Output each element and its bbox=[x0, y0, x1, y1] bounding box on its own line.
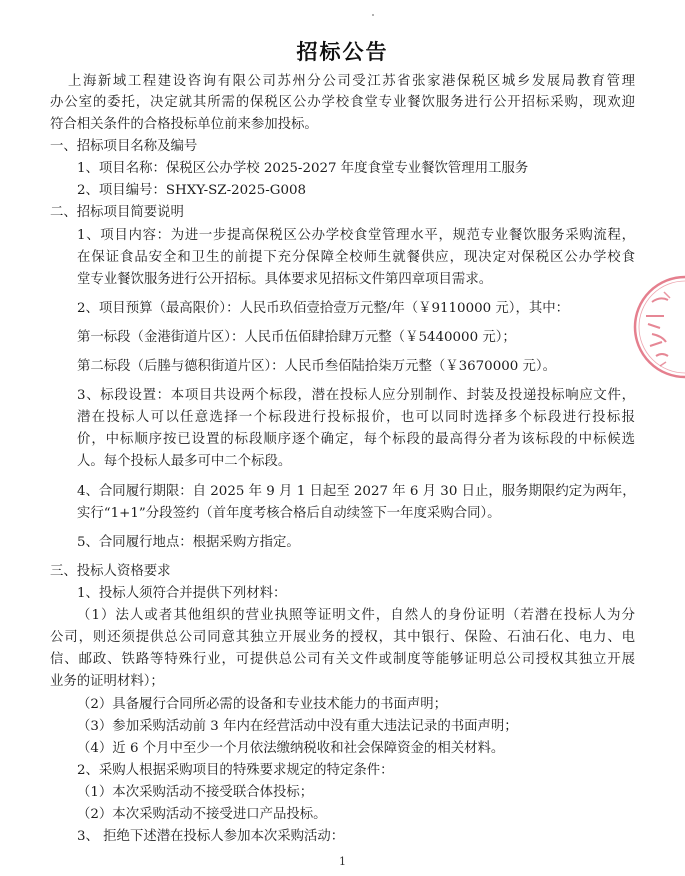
intro-line-2: 办公室的委托，决定就其所需的保税区公办学校食堂专业餐饮服务进行公开招标采购，现欢迎 bbox=[50, 95, 635, 110]
requirement-1-3: （3）参加采购活动前 3 年内在经营活动中没有重大违法记录的书面声明； bbox=[77, 719, 518, 734]
section-2-heading: 二、招标项目简要说明 bbox=[50, 205, 184, 220]
project-number: 2、项目编号：SHXY-SZ-2025-G008 bbox=[77, 183, 306, 198]
scan-speck bbox=[372, 14, 374, 16]
lot-setting-line-2: 潜在投标人可以任意选择一个标段进行投标报价，也可以同时选择多个标段进行投标报 bbox=[77, 410, 635, 425]
content-line-3: 堂专业餐饮服务进行公开招标。具体要求见招标文件第四章项目需求。 bbox=[77, 272, 493, 287]
requirement-1-1-line-3: 信、邮政、铁路等特殊行业，可提供总公司有关文件或制度等能够证明总公司授权其独立开展 bbox=[50, 652, 635, 667]
requirement-1-heading: 1、投标人须符合并提供下列材料： bbox=[77, 586, 287, 601]
page-title: 招标公告 bbox=[296, 40, 389, 64]
requirement-1-1-line-4: 业务的证明材料）； bbox=[50, 674, 164, 689]
requirement-2-2: （2）本次采购活动不接受进口产品投标。 bbox=[77, 807, 327, 822]
requirement-3-heading: 3、 拒绝下述潜在投标人参加本次采购活动： bbox=[77, 829, 345, 844]
lot-setting-line-4: 人。每个投标人最多可中二个标段。 bbox=[77, 454, 292, 469]
requirement-1-1-line-2: 公司，则还须提供总公司同意其独立开展业务的授权，其中银行、保险、石油石化、电力、电 bbox=[50, 630, 635, 645]
contract-location: 5、合同履行地点：根据采购方指定。 bbox=[77, 535, 300, 550]
content-line-2: 在保证食品安全和卫生的前提下充分保障全校师生就餐供应，现决定对保税区公办学校食 bbox=[77, 250, 635, 265]
lot-setting-line-3: 价，中标顺序按已设置的标段顺序逐个确定，每个标段的最高得分者为该标段的中标候选 bbox=[77, 432, 635, 447]
requirement-1-4: （4）近 6 个月中至少一个月依法缴纳税收和社会保障资金的相关材料。 bbox=[77, 741, 505, 756]
company-seal-icon bbox=[630, 272, 685, 382]
requirement-1-2: （2）具备履行合同所必需的设备和专业技术能力的书面声明； bbox=[77, 697, 448, 712]
project-name: 1、项目名称：保税区公办学校 2025-2027 年度食堂专业餐饮管理用工服务 bbox=[77, 161, 529, 176]
contract-period-line-2: 实行“1+1”分段签约（首年度考核合格后自动续签下一年度采购合同）。 bbox=[77, 506, 501, 521]
budget-lot-2: 第二标段（后塍与德积街道片区）：人民币叁佰陆拾柒万元整（￥3670000 元）。 bbox=[77, 359, 556, 374]
section-3-heading: 三、投标人资格要求 bbox=[50, 564, 171, 579]
intro-line-1: 上海新域工程建设咨询有限公司苏州分公司受江苏省张家港保税区城乡发展局教育管理 bbox=[68, 74, 635, 89]
requirement-2-heading: 2、采购人根据采购项目的特殊要求规定的特定条件： bbox=[77, 763, 394, 778]
content-line-1: 1、项目内容：为进一步提高保税区公办学校食堂管理水平，规范专业餐饮服务采购流程， bbox=[77, 228, 635, 243]
contract-period-line-1: 4、合同履行期限：自 2025 年 9 月 1 日起至 2027 年 6 月 30 日止，服务期限约定为两年， bbox=[77, 484, 636, 499]
budget-total: 2、项目预算（最高限价）：人民币玖佰壹拾壹万元整/年（￥9110000 元），其中： bbox=[77, 301, 570, 316]
page-number: 1 bbox=[339, 855, 346, 868]
intro-line-3: 符合相关条件的合格投标单位前来参加投标。 bbox=[50, 117, 318, 132]
lot-setting-line-1: 3、标段设置：本项目共设两个标段，潜在投标人应分别制作、封装及投递投标响应文件， bbox=[77, 388, 635, 403]
requirement-1-1-line-1: （1）法人或者其他组织的营业执照等证明文件，自然人的身份证明（若潜在投标人为分 bbox=[77, 608, 635, 623]
section-1-heading: 一、招标项目名称及编号 bbox=[50, 139, 198, 154]
budget-lot-1: 第一标段（金港街道片区）：人民币伍佰肆拾肆万元整（￥5440000 元）； bbox=[77, 330, 516, 345]
requirement-2-1: （1）本次采购活动不接受联合体投标； bbox=[77, 785, 314, 800]
